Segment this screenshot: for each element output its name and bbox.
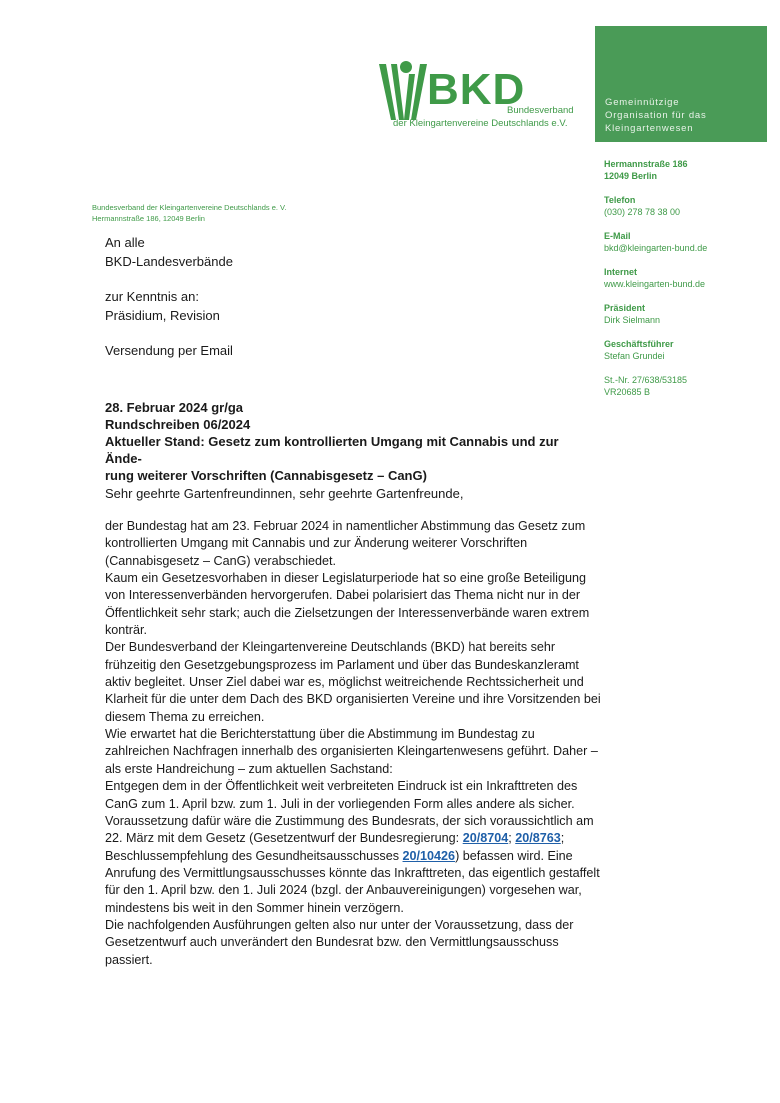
gf-value: Stefan Grundei (604, 351, 665, 361)
subject-line-1: Aktueller Stand: Gesetz zum kontrollierten Umgang mit Cannabis und zur Ände- (105, 434, 559, 466)
salutation: Sehr geehrte Gartenfreundinnen, sehr geehrte Gartenfreunde, (105, 486, 464, 501)
cc-value: Präsidium, Revision (105, 308, 220, 323)
sidebar-praesident (604, 302, 774, 326)
separator: ; (508, 831, 516, 846)
body-text: Entgegen dem in der Öffentlichkeit weit verbreiteten Eindruck ist ein Inkrafttreten des CanG zum 1. April bzw. zum 1. Juli in der vorliegenden Form alles andere als sicher. Voraussetzung dafür wäre die Zustimmung des Bundesrats, der sich voraussichtlich am 22. März mit dem Gesetz (Gesetzentwurf der Bundesregierung: (105, 779, 594, 846)
link-drucksache-20-10426[interactable]: 20/10426 (402, 848, 456, 863)
spacer (105, 271, 233, 287)
sidebar-registration (604, 374, 774, 398)
logo-text: BKD (427, 65, 526, 114)
telefon-value: (030) 278 78 38 00 (604, 207, 681, 217)
body-paragraph: Wie erwartet hat die Berichterstattung über die Abstimmung im Bundestag zu zahlreichen Nachfragen innerhalb des organisierten Kleingartenwesens geführt. Daher – als erste Handreichung – zum aktuellen Sachstand: (105, 727, 598, 776)
letter-date: 28. Februar 2024 gr/ga (105, 400, 244, 415)
body-text: ; Beschlussempfehlung des Gesundheitsausschusses (105, 831, 565, 863)
subject-line-2: rung weiterer Vorschriften (Cannabisgesetz – CanG) (105, 468, 427, 483)
email-label: E-Mail (604, 231, 631, 241)
praesident-value: Dirk Sielmann (604, 315, 661, 325)
body-paragraph: Kaum ein Gesetzesvorhaben in dieser Legislaturperiode hat so eine große Beteiligung von Interessenverbänden hervorgerufen. Dabei polarisiert das Thema nicht nur in der Öffentlichkeit sehr stark; auch die Zielsetzungen der Interessenverbände waren extrem konträr. (105, 571, 590, 638)
tax-number: St.-Nr. 27/638/53185 (604, 375, 688, 385)
sidebar-internet (604, 266, 774, 290)
gardener-logo-icon (375, 60, 435, 122)
logo-subtitle-2: der Kleingartenvereine Deutschlands e.V. (393, 118, 568, 129)
dispatch-note: Versendung per Email (105, 343, 233, 358)
sidebar-email (604, 230, 774, 254)
cc-label: zur Kenntnis an: (105, 289, 199, 304)
circular-number: Rundschreiben 06/2024 (105, 417, 251, 432)
contact-sidebar (604, 158, 774, 410)
recipient-block (105, 233, 233, 360)
logo-subtitle-1: Bundesverband (507, 105, 574, 116)
praesident-label: Präsident (604, 303, 646, 313)
address-line: 12049 Berlin (604, 171, 658, 181)
address-line: Hermannstraße 186 (604, 159, 688, 169)
internet-label: Internet (604, 267, 638, 277)
sender-line-2: Hermannstraße 186, 12049 Berlin (92, 214, 205, 223)
body-paragraph: Die nachfolgenden Ausführungen gelten also nur unter der Voraussetzung, dass der Gesetzentwurf auch unverändert den Bundesrat bzw. den Vermittlungsausschuss passiert. (105, 917, 574, 967)
tagline-line: Gemeinnützige (605, 97, 680, 108)
sidebar-telefon (604, 194, 774, 218)
internet-value: www.kleingarten-bund.de (604, 279, 706, 289)
letter-heading (105, 399, 595, 484)
tagline-line: Kleingartenwesen (605, 123, 694, 134)
email-value: bkd@kleingarten-bund.de (604, 243, 708, 253)
tagline-line: Organisation für das (605, 110, 707, 121)
body-paragraph: Der Bundesverband der Kleingartenvereine Deutschlands (BKD) hat bereits sehr frühzeitig den Gesetzgebungsprozess im Parlament und über das Bundeskanzleramt aktiv begleitet. Unser Ziel dabei war es, möglichst weitreichende Rechtssicherheit und Klarheit für die unter dem Dach des BKD organisierten Vereine und ihre Vorsitzenden bei diesem Thema zu erreichen. (105, 640, 601, 724)
body-text: ) befassen wird. Eine Anrufung des Vermittlungsausschusses könnte das Inkrafttreten, das eigentlich gestaffelt für den 1. April bzw. den 1. Juli 2024 (bzgl. der Anbauvereinigungen) vorgesehen war, mindestens bis weit in den Sommer hinein verzögern. (105, 848, 600, 915)
body-paragraph (105, 778, 601, 917)
telefon-label: Telefon (604, 195, 636, 205)
link-drucksache-20-8763[interactable]: 20/8763 (515, 831, 561, 846)
sidebar-geschaeftsfuehrer (604, 338, 774, 362)
bkd-logo (375, 60, 590, 135)
gf-label: Geschäftsführer (604, 339, 674, 349)
body-paragraph: der Bundestag hat am 23. Februar 2024 in namentlicher Abstimmung das Gesetz zum kontrollierten Umgang mit Cannabis und zur Änderung weiterer Vorschriften (Cannabisgesetz – CanG) verabschiedet. (105, 519, 586, 568)
spacer (105, 325, 233, 341)
recipient-line-2: BKD-Landesverbände (105, 254, 233, 269)
sidebar-address (604, 158, 774, 182)
recipient-line-1: An alle (105, 235, 145, 250)
register-number: VR20685 B (604, 387, 651, 397)
tagline-box (595, 26, 767, 142)
letter-body (105, 518, 601, 969)
link-drucksache-20-8704[interactable]: 20/8704 (462, 831, 509, 846)
tagline (605, 96, 707, 135)
sender-line-1: Bundesverband der Kleingartenvereine Deutschlands e. V. (92, 203, 287, 212)
sender-line (92, 202, 286, 224)
